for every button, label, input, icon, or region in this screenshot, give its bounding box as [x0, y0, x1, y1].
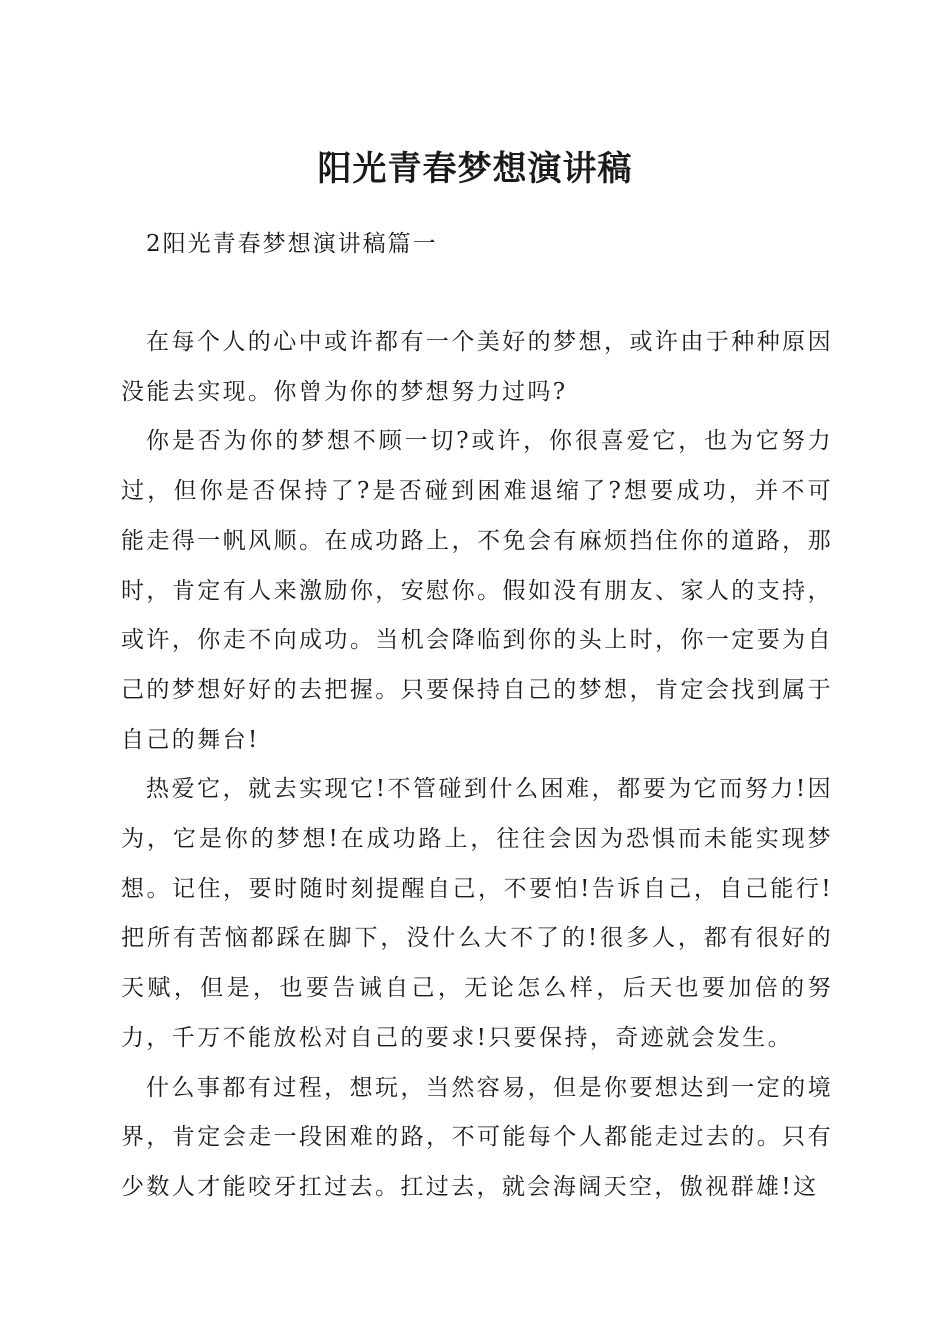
- document-subtitle: 2阳光青春梦想演讲稿篇一: [146, 231, 438, 257]
- document-body: [121, 318, 833, 1213]
- document-title: 阳光青春梦想演讲稿: [317, 149, 633, 189]
- paragraph-2: 你是否为你的梦想不顾一切?或许，你很喜爱它，也为它努力过，但你是否保持了?是否碰到困难退缩了?想要成功，并不可能走得一帆风顺。在成功路上，不免会有麻烦挡住你的道路，那时，肯定有人来激励你，安慰你。假如没有朋友、家人的支持，或许，你走不向成功。当机会降临到你的头上时，你一定要为自己的梦想好好的去把握。只要保持自己的梦想，肯定会找到属于自己的舞台!: [121, 428, 833, 753]
- paragraph-4: 什么事都有过程，想玩，当然容易，但是你要想达到一定的境界，肯定会走一段困难的路，不可能每个人都能走过去的。只有少数人才能咬牙扛过去。扛过去，就会海阔天空，傲视群雄!这: [121, 1074, 833, 1200]
- paragraph-3: 热爱它，就去实现它!不管碰到什么困难，都要为它而努力!因为，它是你的梦想!在成功路上，往往会因为恐惧而未能实现梦想。记住，要时随时刻提醒自己，不要怕!告诉自己，自己能行!把所有苦恼都踩在脚下，没什么大不了的!很多人，都有很好的天赋，但是，也要告诫自己，无论怎么样，后天也要加倍的努力，千万不能放松对自己的要求!只要保持，奇迹就会发生。: [121, 776, 833, 1051]
- paragraph-1: 在每个人的心中或许都有一个美好的梦想，或许由于种种原因没能去实现。你曾为你的梦想努力过吗?: [121, 329, 833, 405]
